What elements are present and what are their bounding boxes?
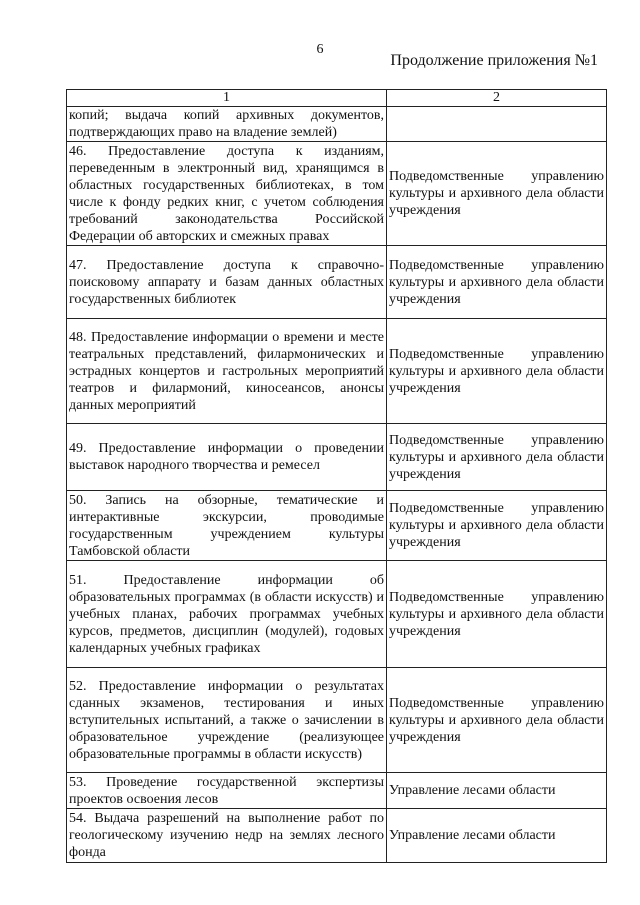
provider-cell: Подведомственные управлению культуры и архивного дела области учреждения	[387, 246, 607, 319]
table-row	[67, 491, 607, 561]
provider-cell: Подведомственные управлению культуры и архивного дела области учреждения	[387, 668, 607, 773]
provider-cell: Управление лесами области	[387, 809, 607, 863]
service-cell: 49. Предоставление информации о проведении выставок народного творчества и ремесел	[67, 424, 387, 491]
column-header-2: 2	[387, 90, 607, 107]
service-cell: копий; выдача копий архивных документов, подтверждающих право на владение землей)	[67, 107, 387, 142]
service-cell: 48. Предоставление информации о времени и месте театральных представлений, филармонических и эстрадных концертов и гастрольных мероприятий театров и филармоний, киносеансов, анонсы данных мероприятий	[67, 319, 387, 424]
provider-cell: Подведомственные управлению культуры и архивного дела области учреждения	[387, 319, 607, 424]
provider-cell: Управление лесами области	[387, 773, 607, 809]
table-row	[67, 107, 607, 142]
service-cell: 54. Выдача разрешений на выполнение работ по геологическому изучению недр на землях лесного фонда	[67, 809, 387, 863]
table-row	[67, 246, 607, 319]
service-cell: 50. Запись на обзорные, тематические и интерактивные экскурсии, проводимые государственным учреждением культуры Тамбовской области	[67, 491, 387, 561]
appendix-title: Продолжение приложения №1	[390, 52, 598, 69]
service-cell: 52. Предоставление информации о результатах сданных экзаменов, тестирования и иных вступительных испытаний, а также о зачислении в образовательное учреждение (реализующее образовательные программы в области искусств)	[67, 668, 387, 773]
provider-cell: Подведомственные управлению культуры и архивного дела области учреждения	[387, 424, 607, 491]
table-row	[67, 809, 607, 863]
provider-cell: Подведомственные управлению культуры и архивного дела области учреждения	[387, 561, 607, 668]
service-cell: 53. Проведение государственной экспертизы проектов освоения лесов	[67, 773, 387, 809]
service-cell: 51. Предоставление информации об образовательных программах (в области искусств) и учебных планах, рабочих программах учебных курсов, предметов, дисциплин (модулей), годовых календарных учебных графиках	[67, 561, 387, 668]
table-row	[67, 561, 607, 668]
table-row	[67, 319, 607, 424]
table-header-row	[67, 90, 607, 107]
services-table	[66, 89, 607, 863]
provider-cell: Подведомственные управлению культуры и архивного дела области учреждения	[387, 142, 607, 246]
table-row	[67, 668, 607, 773]
service-cell: 46. Предоставление доступа к изданиям, переведенным в электронный вид, хранящимся в областных государственных библиотеках, в том числе к фонду редких книг, с учетом соблюдения требований законодательства Российской Федерации об авторских и смежных правах	[67, 142, 387, 246]
table-row	[67, 424, 607, 491]
provider-cell	[387, 107, 607, 142]
table-row	[67, 142, 607, 246]
service-cell: 47. Предоставление доступа к справочно-поисковому аппарату и базам данных областных государственных библиотек	[67, 246, 387, 319]
page-number: 6	[316, 42, 324, 57]
table-row	[67, 773, 607, 809]
column-header-1: 1	[67, 90, 387, 107]
provider-cell: Подведомственные управлению культуры и архивного дела области учреждения	[387, 491, 607, 561]
